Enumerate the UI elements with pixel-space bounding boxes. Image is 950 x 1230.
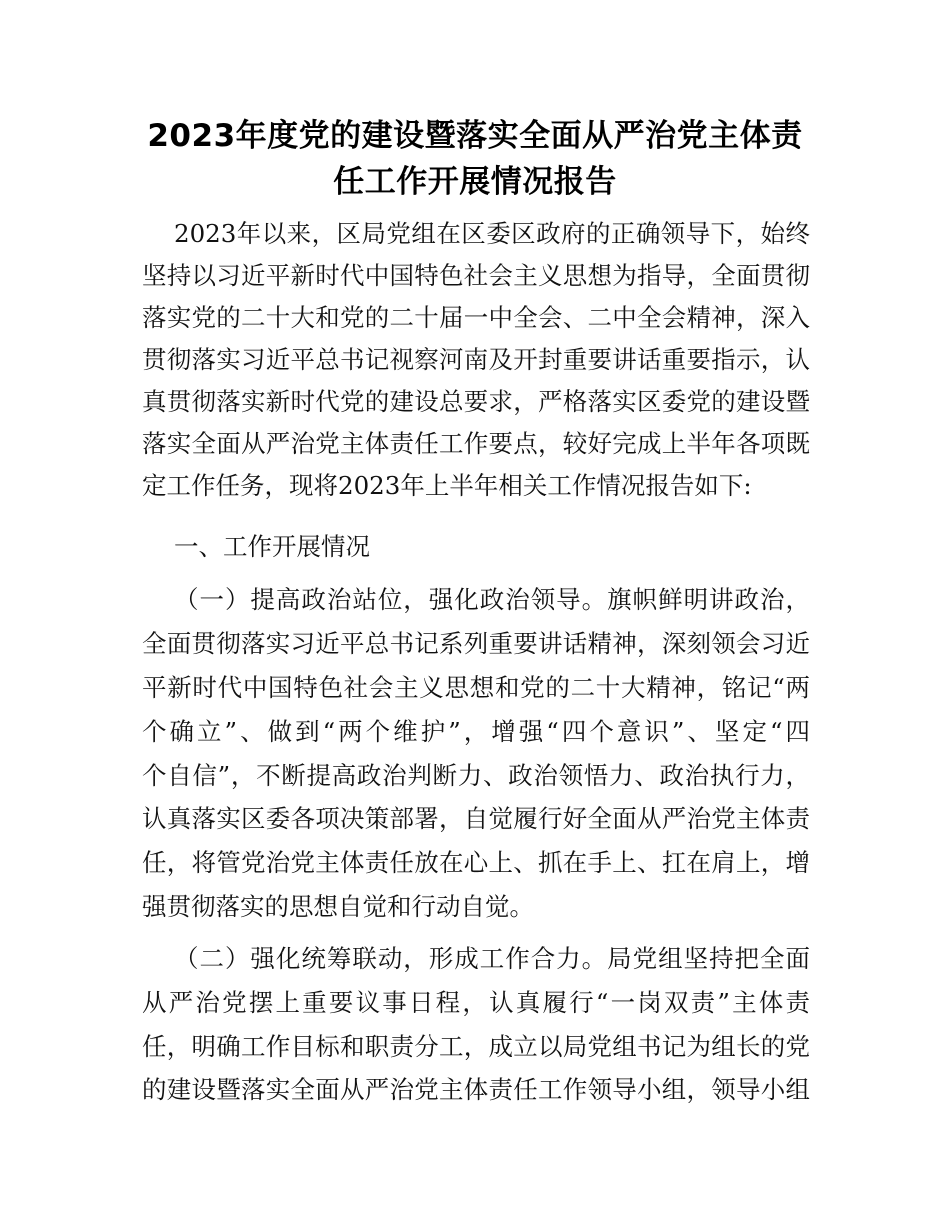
document-title-line-2: 任工作开展情况报告 (333, 164, 617, 200)
paragraph-line: （一）提高政治站位，强化政治领导。旗帜鲜明讲政治， (174, 585, 810, 614)
paragraph-line: 落实全面从严治党主体责任工作要点，较好完成上半年各项既 (142, 429, 810, 458)
paragraph-line: 贯彻落实习近平总书记视察河南及开封重要讲话重要指示，认 (142, 345, 810, 374)
paragraph-line: 真贯彻落实新时代党的建设总要求，严格落实区委党的建设暨 (142, 387, 810, 416)
paragraph-line: 的建设暨落实全面从严治党主体责任工作领导小组，领导小组 (142, 1075, 810, 1104)
paragraph-line: 全面贯彻落实习近平总书记系列重要讲话精神，深刻领会习近 (142, 629, 810, 658)
section-heading: 一、工作开展情况 (174, 532, 370, 561)
paragraph-line: 任，将管党治党主体责任放在心上、抓在手上、扛在肩上，增 (142, 848, 810, 877)
paragraph-line: 个确立”、做到“两个维护”，增强“四个意识”、坚定“四 (142, 717, 810, 746)
paragraph-line: （二）强化统筹联动，形成工作合力。局党组坚持把全面 (174, 944, 810, 973)
paragraph-line: 个自信”，不断提高政治判断力、政治领悟力、政治执行力， (142, 761, 810, 790)
paragraph-line: 从严治党摆上重要议事日程，认真履行“一岗双责”主体责 (142, 988, 810, 1017)
paragraph-line: 2023年以来，区局党组在区委区政府的正确领导下，始终 (174, 219, 810, 248)
paragraph-line: 认真落实区委各项决策部署，自觉履行好全面从严治党主体责 (142, 804, 810, 833)
paragraph-line: 平新时代中国特色社会主义思想和党的二十大精神，铭记“两 (142, 673, 810, 702)
paragraph-line: 任，明确工作目标和职责分工，成立以局党组书记为组长的党 (142, 1032, 810, 1061)
paragraph-line: 坚持以习近平新时代中国特色社会主义思想为指导，全面贯彻 (142, 261, 810, 290)
paragraph-line: 定工作任务，现将2023年上半年相关工作情况报告如下: (142, 471, 752, 500)
paragraph-line: 落实党的二十大和党的二十届一中全会、二中全会精神，深入 (142, 303, 810, 332)
paragraph-line: 强贯彻落实的思想自觉和行动自觉。 (142, 892, 534, 921)
document-title-line-1: 2023年度党的建设暨落实全面从严治党主体责 (147, 118, 803, 154)
